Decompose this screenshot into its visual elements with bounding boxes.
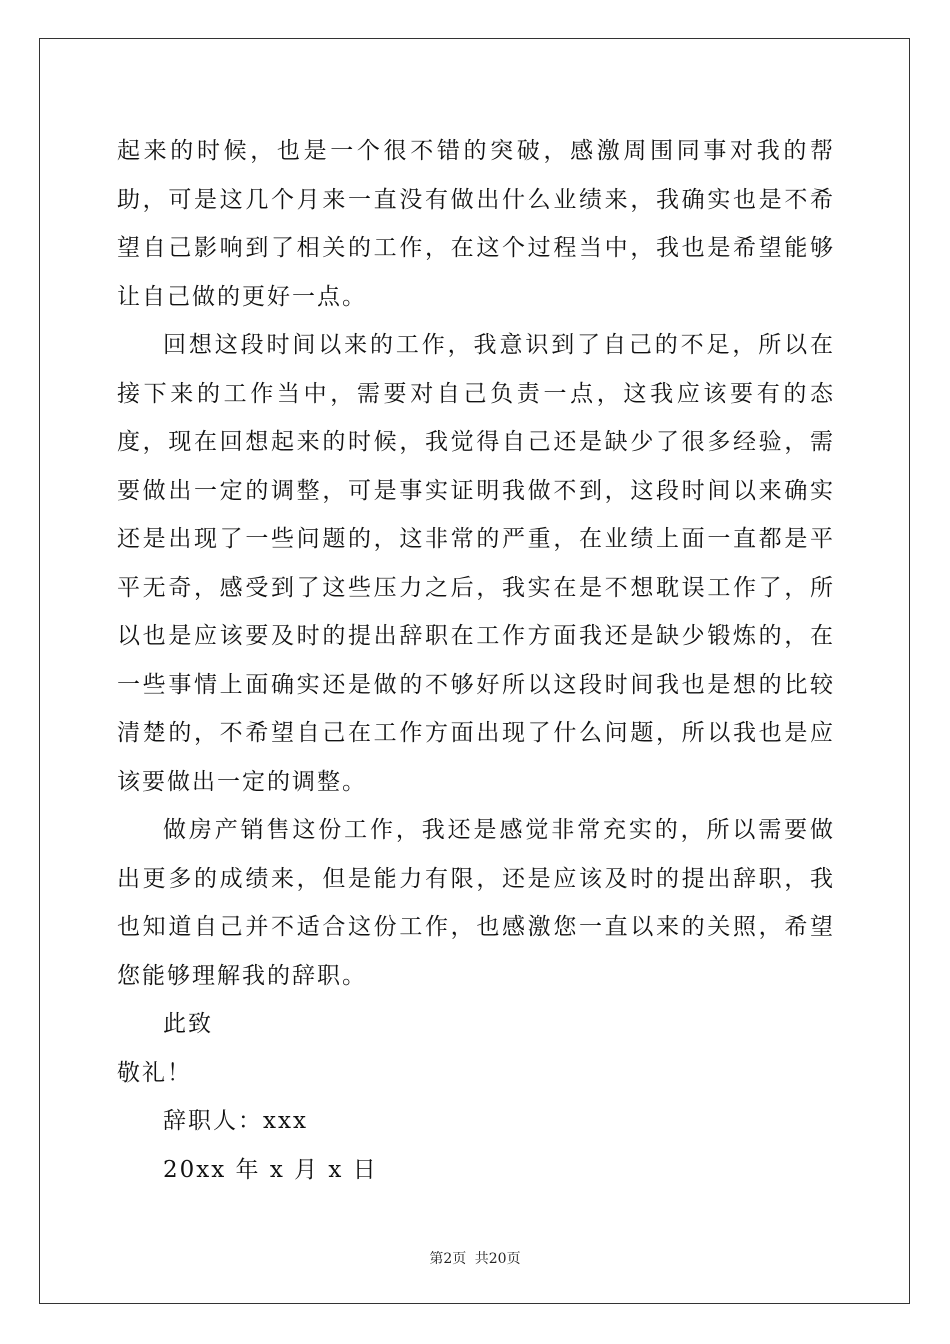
document-body (117, 127, 835, 1194)
signature-line: 辞职人：xxx (163, 1108, 308, 1134)
salutation-line: 敬礼！ (117, 1059, 192, 1086)
closing-line: 此致 (163, 1011, 213, 1037)
page-total: 共20页 (474, 1251, 521, 1267)
paragraph-3: 做房产销售这份工作，我还是感觉非常充实的，所以需要做出更多的成绩来，但是能力有限，还是应该及时的提出辞职，我也知道自己并不适合这份工作，也感激您一直以来的关照，希望您能够理解我的辞职。 (117, 817, 835, 989)
date-line: 20xx 年 x 月 x 日 (163, 1156, 378, 1183)
page-footer (0, 1248, 950, 1268)
page-number: 第2页 (429, 1251, 467, 1267)
paragraph-2: 回想这段时间以来的工作，我意识到了自己的不足，所以在接下来的工作当中，需要对自己负责一点，这我应该要有的态度，现在回想起来的时候，我觉得自己还是缺少了很多经验，需要做出一定的调整，可是事实证明我做不到，这段时间以来确实还是出现了一些问题的，这非常的严重，在业绩上面一直都是平平无奇，感受到了这些压力之后，我实在是不想耽误工作了，所以也是应该要及时的提出辞职在工作方面我还是缺少锻炼的，在一些事情上面确实还是做的不够好所以这段时间我也是想的比较清楚的，不希望自己在工作方面出现了什么问题，所以我也是应该要做出一定的调整。 (117, 332, 835, 795)
paragraph-1: 起来的时候，也是一个很不错的突破，感激周围同事对我的帮助，可是这几个月来一直没有做出什么业绩来，我确实也是不希望自己影响到了相关的工作，在这个过程当中，我也是希望能够让自己做的更好一点。 (117, 138, 835, 310)
